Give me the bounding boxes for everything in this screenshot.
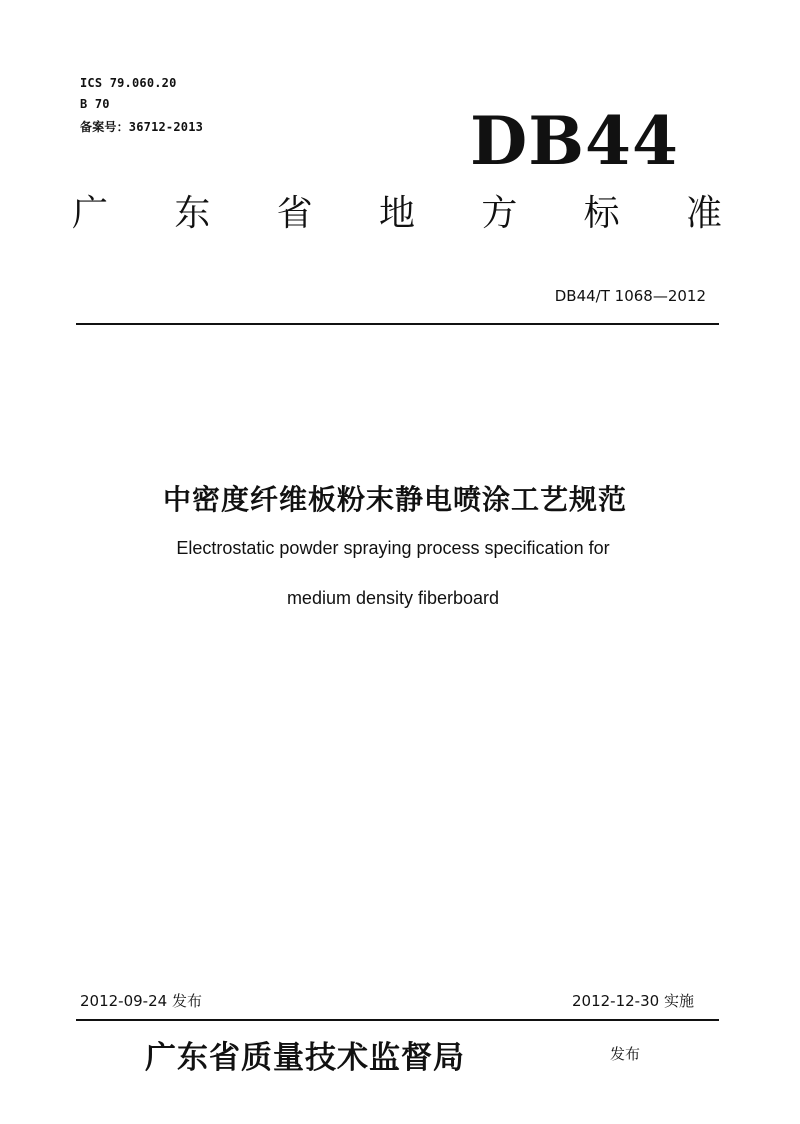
standard-type-char: 省 <box>276 193 313 234</box>
standard-type-title <box>72 193 722 234</box>
standard-type-char: 准 <box>685 193 722 234</box>
issue-date: 2012-09-24 发布 <box>80 992 202 1010</box>
db44-logo: DB44 <box>470 102 679 180</box>
header-divider <box>76 323 719 325</box>
title-chinese: 中密度纤维板粉末静电喷涂工艺规范 <box>162 483 627 516</box>
footer-divider <box>76 1019 719 1021</box>
standard-number: DB44/T 1068—2012 <box>554 287 706 305</box>
meta-ics: ICS 79.060.20 <box>80 76 177 90</box>
title-english-line1: Electrostatic powder spraying process specification for <box>176 538 610 558</box>
standard-type-char: 地 <box>378 193 415 234</box>
issuer-name: 广东省质量技术监督局 <box>145 1040 465 1076</box>
standard-type-char: 方 <box>481 193 518 234</box>
title-english-line2: medium density fiberboard <box>286 588 500 608</box>
standard-type-char: 东 <box>174 193 211 234</box>
meta-filing-number: 备案号：36712-2013 <box>80 120 204 134</box>
issue-label: 发布 <box>610 1045 641 1063</box>
meta-category: B 70 <box>80 97 110 111</box>
implement-date: 2012-12-30 实施 <box>572 992 694 1010</box>
standard-type-char: 标 <box>583 193 620 234</box>
standard-type-char: 广 <box>72 193 109 234</box>
